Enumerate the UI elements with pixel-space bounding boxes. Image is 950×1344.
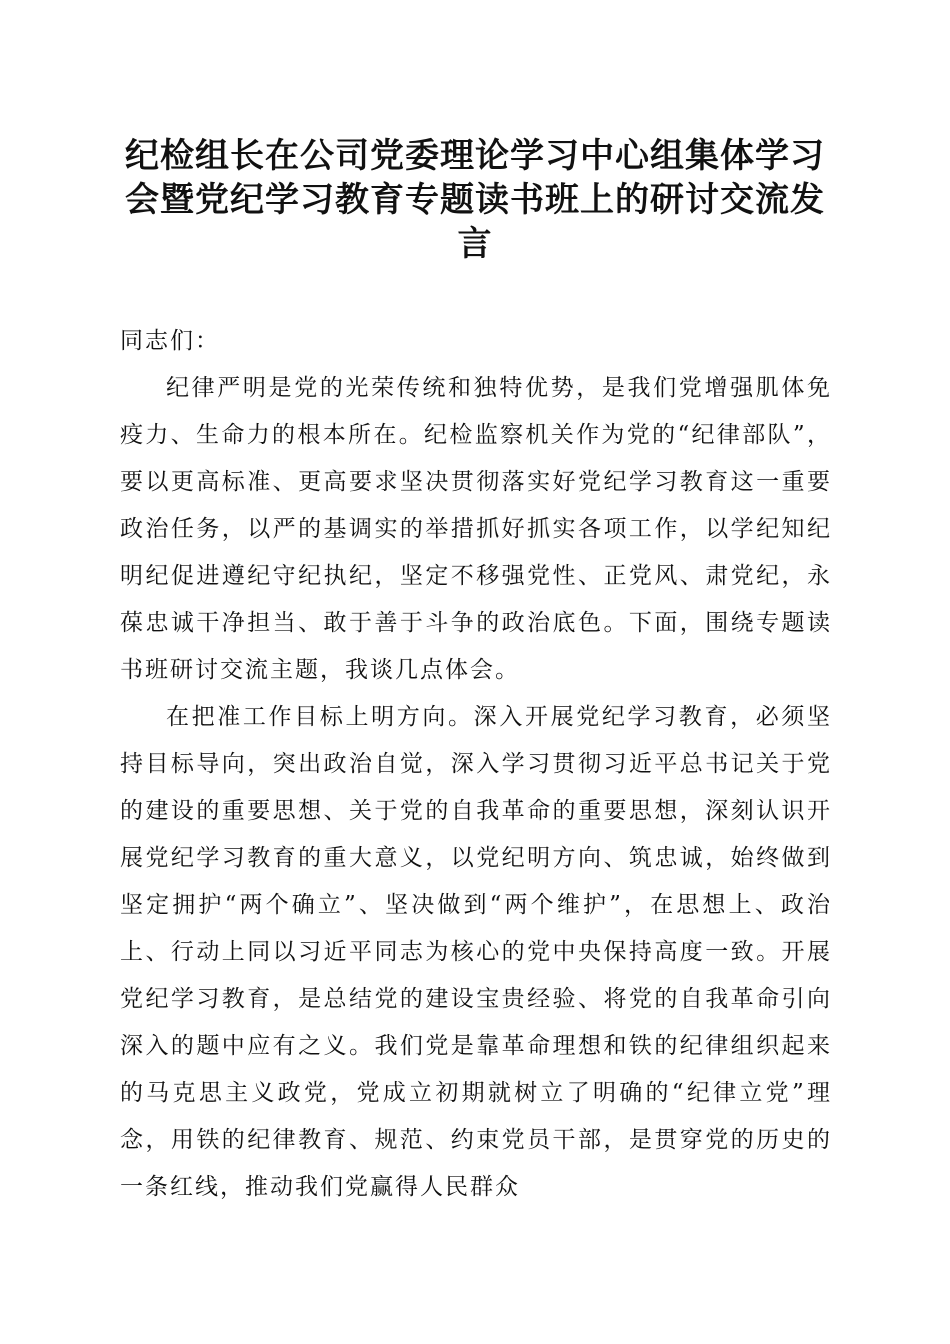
document-title: 纪检组长在公司党委理论学习中心组集体学习会暨党纪学习教育专题读书班上的研讨交流发言 bbox=[125, 136, 825, 264]
paragraph-2: 在把准工作目标上明方向。深入开展党纪学习教育，必须坚持目标导向，突出政治自觉，深入学习贯彻习近平总书记关于党的建设的重要思想、关于党的自我革命的重要思想，深刻认识开展党纪学习教育的重大意义，以党纪明方向、筑忠诚，始终做到坚定拥护“两个确立”、坚决做到“两个维护”，在思想上、政治上、行动上同以习近平同志为核心的党中央保持高度一致。开展党纪学习教育，是总结党的建设宝贵经验、将党的自我革命引向深入的题中应有之义。我们党是靠革命理想和铁的纪律组织起来的马克思主义政党，党成立初期就树立了明确的“纪律立党”理念，用铁的纪律教育、规范、约束党员干部，是贯穿党的历史的一条红线，推动我们党赢得人民群众 bbox=[120, 704, 832, 1200]
paragraph-1: 纪律严明是党的光荣传统和独特优势，是我们党增强肌体免疫力、生命力的根本所在。纪检监察机关作为党的“纪律部队”，要以更高标准、更高要求坚决贯彻落实好党纪学习教育这一重要政治任务，以严的基调实的举措抓好抓实各项工作，以学纪知纪明纪促进遵纪守纪执纪，坚定不移强党性、正党风、肃党纪，永葆忠诚干净担当、敢于善于斗争的政治底色。下面，围绕专题读书班研讨交流主题，我谈几点体会。 bbox=[120, 375, 832, 683]
document-body bbox=[120, 318, 832, 1211]
salutation: 同志们： bbox=[120, 328, 220, 354]
